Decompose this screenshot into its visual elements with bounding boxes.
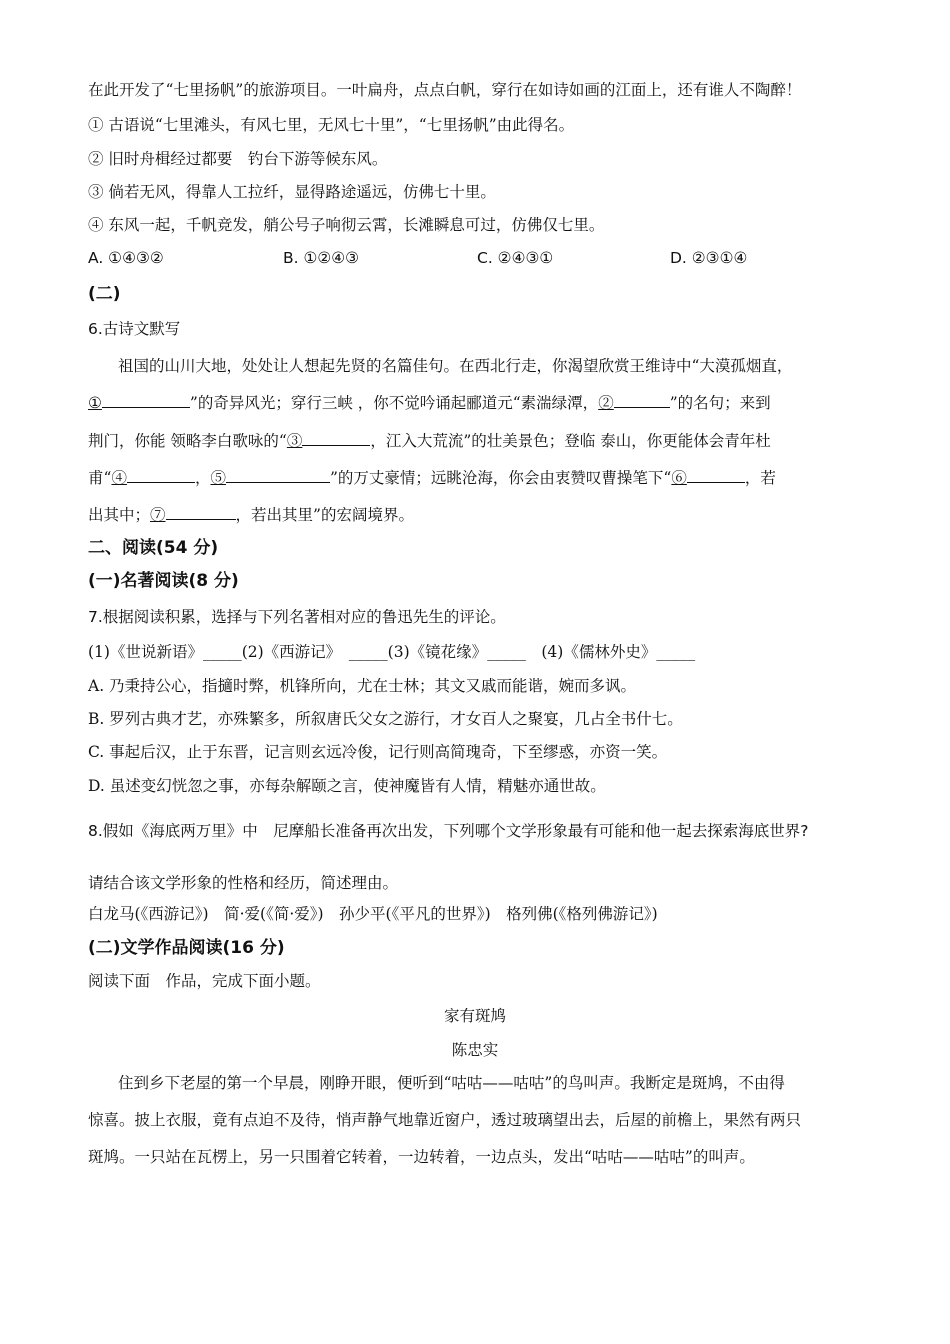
- q5-option-d: D. ②③①④: [670, 249, 748, 267]
- sentence-2: ② 旧时舟楫经过都要 钓台下游等候东风。: [88, 150, 388, 168]
- q7-option-b: B. 罗列古典才艺，亦殊繁多，所叙唐氏父女之游行，才女百人之聚宴，几占全书什七。: [88, 710, 683, 728]
- article-title: 家有斑鸠: [443, 1007, 506, 1025]
- text: 甫“: [88, 469, 112, 487]
- q7-option-a: A. 乃秉持公心，指擿时弊，机锋所向，尤在士林；其文又戚而能谐，婉而多讽。: [88, 677, 637, 695]
- q6-title: 6.古诗文默写: [88, 320, 181, 338]
- blank-marker: ③: [286, 432, 303, 450]
- section-classics-heading: (一)名著阅读(8 分): [88, 571, 239, 591]
- blank-marker: ⑤: [210, 469, 226, 487]
- literature-instruction: 阅读下面 作品，完成下面小题。: [88, 972, 321, 990]
- blank-marker: ①: [88, 394, 102, 412]
- q5-option-c: C. ②④③①: [477, 249, 554, 267]
- blank-2[interactable]: [614, 391, 670, 408]
- blank-marker: ②: [598, 394, 614, 412]
- blank-3[interactable]: [302, 429, 370, 446]
- blank-marker: ⑥: [671, 469, 687, 487]
- q6-line-3: [88, 429, 771, 452]
- text: ，: [194, 469, 211, 487]
- section-heading: (二): [88, 284, 121, 304]
- blank-4[interactable]: [127, 466, 195, 483]
- q6-line-2: [88, 391, 771, 414]
- blank-7[interactable]: [166, 503, 236, 520]
- blank-marker: ⑦: [150, 506, 166, 524]
- article-paragraph-line: 住到乡下老屋的第一个早晨，刚睁开眼，便听到“咕咕——咕咕”的鸟叫声。我断定是斑鸠，不由得: [118, 1074, 785, 1092]
- text: ”的万丈豪情；远眺沧海，你会由衷赞叹曹操笔下“: [329, 469, 672, 487]
- text: ，江入大荒流”的壮美景色；登临 泰山，你更能体会青年杜: [370, 432, 771, 450]
- q7-title: 7.根据阅读积累，选择与下列名著相对应的鲁迅先生的评论。: [88, 608, 506, 626]
- q7-option-d: D. 虽述变幻恍忽之事，亦每杂解颐之言，使神魔皆有人情，精魅亦通世故。: [88, 777, 606, 795]
- text: 荆门，你能 领略李白歌咏的“: [88, 432, 287, 450]
- q6-line-5: [88, 503, 414, 526]
- sentence-1: ① 古语说“七里滩头，有风七里，无风七十里”，“七里扬帆”由此得名。: [88, 116, 575, 134]
- q8-options: 白龙马(《西游记》) 简·爱(《简·爱》) 孙少平(《平凡的世界》) 格列佛(《格列佛游记》): [88, 905, 658, 923]
- q8-instruction: 请结合该文学形象的性格和经历，简述理由。: [88, 874, 399, 892]
- passage-line: 在此开发了“七里扬帆”的旅游项目。一叶扁舟，点点白帆，穿行在如诗如画的江面上，还有谁人不陶醉！: [88, 81, 802, 99]
- q6-line-4: [88, 466, 776, 489]
- section-reading-heading: 二、阅读(54 分): [88, 538, 219, 558]
- text: ”的奇异风光；穿行三峡 ，你不觉吟诵起郦道元“素湍绿潭，: [189, 394, 599, 412]
- section-literature-heading: (二)文学作品阅读(16 分): [88, 938, 285, 958]
- blank-marker: ④: [111, 469, 127, 487]
- q5-option-b: B. ①②④③: [283, 249, 360, 267]
- sentence-3: ③ 倘若无风，得靠人工拉纤，显得路途遥远，仿佛七十里。: [88, 183, 496, 201]
- q8-title: 8.假如《海底两万里》中 尼摩船长准备再次出发，下列哪个文学形象最有可能和他一起去探索海底世界?: [88, 822, 809, 840]
- article-author: 陈忠实: [451, 1041, 499, 1059]
- article-paragraph-line: 斑鸠。一只站在瓦楞上，另一只围着它转着，一边转着，一边点头，发出“咕咕——咕咕”的叫声。: [88, 1148, 755, 1166]
- text: ，若: [744, 469, 776, 487]
- q5-option-a: A. ①④③②: [88, 249, 164, 267]
- q7-items: (1)《世说新语》_____(2)《西游记》 _____(3)《镜花缘》_____ (4)《儒林外史》_____: [88, 643, 696, 661]
- blank-1[interactable]: [102, 391, 190, 408]
- text: ，若出其里”的宏阔境界。: [235, 506, 414, 524]
- text: 出其中；: [88, 506, 151, 524]
- q6-line-1: 祖国的山川大地，处处让人想起先贤的名篇佳句。在西北行走，你渴望欣赏王维诗中“大漠孤烟直，: [118, 357, 793, 375]
- sentence-4: ④ 东风一起，千帆竞发，艄公号子响彻云霄，长滩瞬息可过，仿佛仅七里。: [88, 216, 605, 234]
- q7-option-c: C. 事起后汉，止于东晋，记言则玄远冷俊，记行则高简瑰奇，下至缪惑，亦资一笑。: [88, 743, 668, 761]
- blank-5[interactable]: [226, 466, 330, 483]
- text: ”的名句；来到: [669, 394, 771, 412]
- article-paragraph-line: 惊喜。披上衣服，竟有点迫不及待，悄声静气地靠近窗户，透过玻璃望出去，后屋的前檐上，果然有两只: [88, 1111, 802, 1129]
- blank-6[interactable]: [687, 466, 745, 483]
